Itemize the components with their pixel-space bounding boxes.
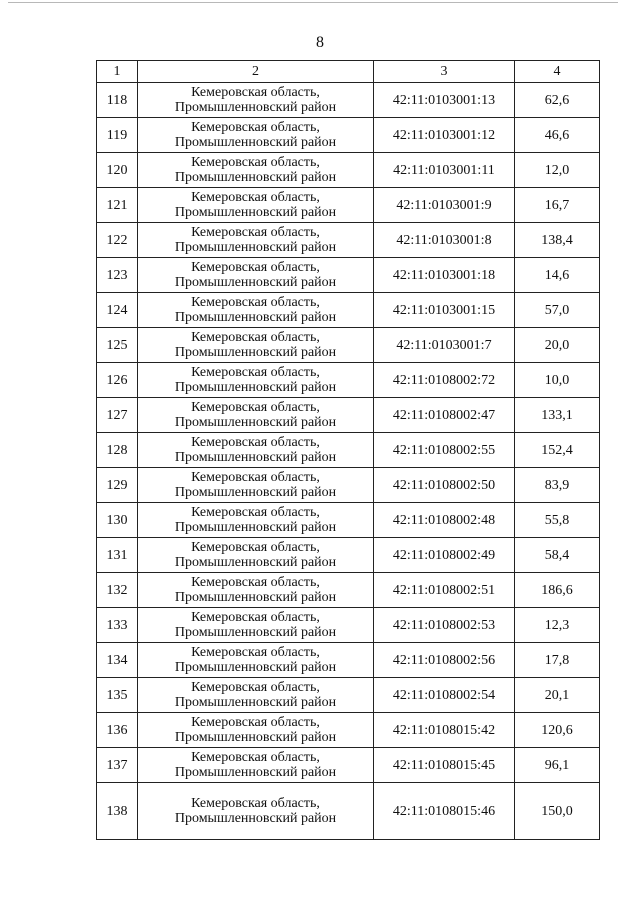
address-region: Кемеровская область, [191, 190, 320, 205]
address-cell [138, 398, 374, 433]
row-number: 126 [97, 363, 138, 398]
header-col-2: 2 [138, 61, 374, 83]
address-district: Промышленновский район [174, 520, 337, 535]
area-value: 20,1 [515, 678, 600, 713]
address-region: Кемеровская область, [191, 470, 320, 485]
cadastral-number: 42:11:0108002:55 [374, 433, 515, 468]
header-col-3: 3 [374, 61, 515, 83]
cadastral-number: 42:11:0108002:49 [374, 538, 515, 573]
row-number: 137 [97, 748, 138, 783]
cadastral-number: 42:11:0108002:47 [374, 398, 515, 433]
table-row [97, 713, 600, 748]
address-region: Кемеровская область, [191, 505, 320, 520]
area-value: 57,0 [515, 293, 600, 328]
address-district: Промышленновский район [174, 555, 337, 570]
row-number: 121 [97, 188, 138, 223]
row-number: 134 [97, 643, 138, 678]
address-region: Кемеровская область, [191, 295, 320, 310]
area-value: 152,4 [515, 433, 600, 468]
address-district: Промышленновский район [174, 240, 337, 255]
area-value: 14,6 [515, 258, 600, 293]
address-cell [138, 83, 374, 118]
table-row [97, 363, 600, 398]
table-row [97, 293, 600, 328]
table-header-row [97, 61, 600, 83]
cadastral-number: 42:11:0108002:50 [374, 468, 515, 503]
address-region: Кемеровская область, [191, 715, 320, 730]
address-region: Кемеровская область, [191, 225, 320, 240]
area-value: 138,4 [515, 223, 600, 258]
row-number: 118 [97, 83, 138, 118]
row-number: 122 [97, 223, 138, 258]
table-row [97, 573, 600, 608]
address-cell [138, 748, 374, 783]
address-region: Кемеровская область, [191, 400, 320, 415]
row-number: 131 [97, 538, 138, 573]
table-row [97, 783, 600, 840]
area-value: 10,0 [515, 363, 600, 398]
area-value: 96,1 [515, 748, 600, 783]
cadastral-number: 42:11:0103001:11 [374, 153, 515, 188]
cadastral-number: 42:11:0103001:13 [374, 83, 515, 118]
row-number: 127 [97, 398, 138, 433]
address-district: Промышленновский район [174, 345, 337, 360]
cadastral-number: 42:11:0108002:56 [374, 643, 515, 678]
table-row [97, 538, 600, 573]
cadastral-number: 42:11:0108015:42 [374, 713, 515, 748]
cadastral-number: 42:11:0103001:15 [374, 293, 515, 328]
address-region: Кемеровская область, [191, 85, 320, 100]
address-cell [138, 608, 374, 643]
area-value: 46,6 [515, 118, 600, 153]
table-row [97, 328, 600, 363]
cadastral-number: 42:11:0108015:46 [374, 783, 515, 840]
cadastral-number: 42:11:0108002:48 [374, 503, 515, 538]
area-value: 62,6 [515, 83, 600, 118]
table-row [97, 433, 600, 468]
row-number: 119 [97, 118, 138, 153]
address-region: Кемеровская область, [191, 120, 320, 135]
cadastral-number: 42:11:0108002:53 [374, 608, 515, 643]
row-number: 123 [97, 258, 138, 293]
table-row [97, 678, 600, 713]
row-number: 129 [97, 468, 138, 503]
address-district: Промышленновский район [174, 695, 337, 710]
address-district: Промышленновский район [174, 625, 337, 640]
address-cell [138, 153, 374, 188]
address-cell [138, 258, 374, 293]
cadastral-number: 42:11:0103001:18 [374, 258, 515, 293]
table-row [97, 223, 600, 258]
table-row [97, 153, 600, 188]
address-cell [138, 118, 374, 153]
page-number: 8 [316, 34, 324, 51]
address-region: Кемеровская область, [191, 260, 320, 275]
address-district: Промышленновский район [174, 485, 337, 500]
cadastral-number: 42:11:0108002:51 [374, 573, 515, 608]
cadastral-number: 42:11:0103001:7 [374, 328, 515, 363]
address-cell [138, 678, 374, 713]
address-district: Промышленновский район [174, 310, 337, 325]
address-cell [138, 713, 374, 748]
address-region: Кемеровская область, [191, 435, 320, 450]
address-cell [138, 328, 374, 363]
address-cell [138, 643, 374, 678]
address-district: Промышленновский район [174, 415, 337, 430]
row-number: 132 [97, 573, 138, 608]
area-value: 186,6 [515, 573, 600, 608]
area-value: 20,0 [515, 328, 600, 363]
row-number: 135 [97, 678, 138, 713]
cadastral-number: 42:11:0103001:12 [374, 118, 515, 153]
address-district: Промышленновский район [174, 380, 337, 395]
address-district: Промышленновский район [174, 100, 337, 115]
table-row [97, 748, 600, 783]
cadastral-number: 42:11:0108002:54 [374, 678, 515, 713]
table-row [97, 118, 600, 153]
header-col-4: 4 [515, 61, 600, 83]
table-row [97, 503, 600, 538]
address-region: Кемеровская область, [191, 680, 320, 695]
address-region: Кемеровская область, [191, 155, 320, 170]
area-value: 58,4 [515, 538, 600, 573]
table-row [97, 398, 600, 433]
address-region: Кемеровская область, [191, 365, 320, 380]
address-cell [138, 538, 374, 573]
row-number: 125 [97, 328, 138, 363]
cadastral-number: 42:11:0108002:72 [374, 363, 515, 398]
table-row [97, 83, 600, 118]
address-region: Кемеровская область, [191, 610, 320, 625]
address-cell [138, 223, 374, 258]
area-value: 17,8 [515, 643, 600, 678]
area-value: 133,1 [515, 398, 600, 433]
address-cell [138, 468, 374, 503]
address-district: Промышленновский район [174, 205, 337, 220]
address-cell [138, 503, 374, 538]
address-district: Промышленновский район [174, 275, 337, 290]
top-edge-line [8, 2, 618, 3]
address-region: Кемеровская область, [191, 645, 320, 660]
cadastral-number: 42:11:0103001:8 [374, 223, 515, 258]
address-cell [138, 433, 374, 468]
cadastral-number: 42:11:0103001:9 [374, 188, 515, 223]
address-region: Кемеровская область, [191, 796, 320, 811]
address-cell [138, 293, 374, 328]
table-body [97, 83, 600, 840]
address-district: Промышленновский район [174, 450, 337, 465]
row-number: 120 [97, 153, 138, 188]
row-number: 133 [97, 608, 138, 643]
area-value: 16,7 [515, 188, 600, 223]
cadastral-number: 42:11:0108015:45 [374, 748, 515, 783]
address-district: Промышленновский район [174, 135, 337, 150]
row-number: 138 [97, 783, 138, 840]
address-cell [138, 783, 374, 840]
address-district: Промышленновский район [174, 811, 337, 826]
row-number: 128 [97, 433, 138, 468]
area-value: 55,8 [515, 503, 600, 538]
address-district: Промышленновский район [174, 590, 337, 605]
address-region: Кемеровская область, [191, 750, 320, 765]
property-table [96, 60, 600, 840]
address-cell [138, 363, 374, 398]
address-region: Кемеровская область, [191, 575, 320, 590]
area-value: 83,9 [515, 468, 600, 503]
address-region: Кемеровская область, [191, 330, 320, 345]
address-district: Промышленновский район [174, 660, 337, 675]
address-district: Промышленновский район [174, 170, 337, 185]
address-district: Промышленновский район [174, 765, 337, 780]
area-value: 150,0 [515, 783, 600, 840]
table-row [97, 258, 600, 293]
table-row [97, 468, 600, 503]
header-col-1: 1 [97, 61, 138, 83]
address-cell [138, 188, 374, 223]
table-row [97, 643, 600, 678]
table-row [97, 608, 600, 643]
row-number: 124 [97, 293, 138, 328]
address-region: Кемеровская область, [191, 540, 320, 555]
table-row [97, 188, 600, 223]
area-value: 120,6 [515, 713, 600, 748]
area-value: 12,3 [515, 608, 600, 643]
address-cell [138, 573, 374, 608]
row-number: 136 [97, 713, 138, 748]
address-district: Промышленновский район [174, 730, 337, 745]
row-number: 130 [97, 503, 138, 538]
area-value: 12,0 [515, 153, 600, 188]
